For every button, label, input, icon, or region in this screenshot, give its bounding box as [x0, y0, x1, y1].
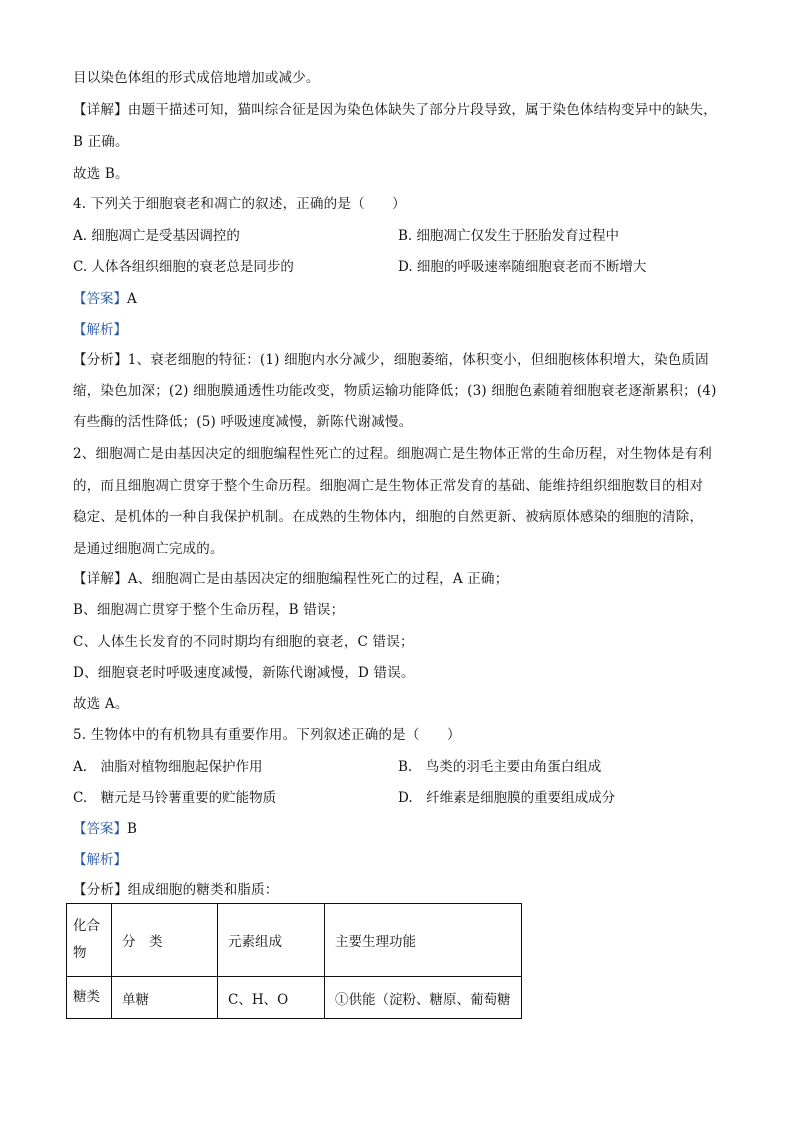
q4-fenxi-line: 是通过细胞凋亡完成的。 [73, 541, 224, 557]
text-line: 【详解】由题干描述可知，猫叫综合征是因为染色体缺失了部分片段导致，属于染色体结构变异中的缺失， [73, 102, 717, 118]
q4-fenxi-line: 稳定、是机体的一种自我保护机制。在成熟的生物体内，细胞的自然更新、被病原体感染的细胞的清除， [73, 509, 704, 525]
table-header-cell: 主要生理功能 [325, 904, 522, 977]
q5-analysis-label: 【解析】 [73, 852, 127, 868]
answer-value: A [127, 291, 137, 307]
text-line: 目以染色体组的形式成倍地增加或减少。 [73, 70, 320, 86]
q4-xiangjie-line: B、细胞凋亡贯穿于整个生命历程，B 错误； [73, 602, 345, 618]
q4-option-d: D. 细胞的呼吸速率随细胞衰老而不断增大 [398, 259, 647, 275]
table-row [67, 977, 522, 1019]
table-cell: 单糖 [112, 977, 218, 1019]
q5-option-b: B. 鸟类的羽毛主要由角蛋白组成 [398, 759, 602, 775]
q4-answer [73, 287, 137, 307]
table-header-cell: 分 类 [112, 904, 218, 977]
q4-xiangjie-line: 【详解】A、细胞凋亡是由基因决定的细胞编程性死亡的过程，A 正确； [73, 571, 509, 587]
q5-option-c: C. 糖元是马铃薯重要的贮能物质 [73, 790, 277, 806]
q5-option-a: A. 油脂对植物细胞起保护作用 [73, 759, 263, 775]
q4-fenxi-line: 有些酶的活性降低；(5) 呼吸速度减慢，新陈代谢减慢。 [73, 414, 413, 430]
table-header-row [67, 904, 522, 977]
q4-fenxi-line: 缩，染色加深；(2) 细胞膜通透性功能改变，物质运输功能降低；(3) 细胞色素随着细胞衰老逐渐累积；(4) [73, 383, 717, 399]
question-5-stem: 5. 生物体中的有机物具有重要作用。下列叙述正确的是（ ） [73, 727, 461, 743]
table-cell: ①供能（淀粉、糖原、葡萄糖 [325, 977, 522, 1019]
table-header-cell: 元素组成 [218, 904, 325, 977]
header-cell-text: 化合 [73, 918, 100, 934]
q4-option-c: C. 人体各组织细胞的衰老总是同步的 [73, 259, 294, 275]
q4-fenxi-line: 【分析】1、衰老细胞的特征：(1) 细胞内水分减少，细胞萎缩，体积变小，但细胞核体积增大，染色质固 [73, 352, 709, 368]
table-header-cell [67, 904, 112, 977]
header-cell-text: 物 [73, 945, 87, 961]
q4-fenxi-line: 2、细胞凋亡是由基因决定的细胞编程性死亡的过程。细胞凋亡是生物体正常的生命历程，对生物体是有利 [73, 446, 712, 462]
text-line: B 正确。 [73, 134, 129, 150]
table-cell: 糖类 [67, 977, 112, 1019]
answer-label: 【答案】 [73, 821, 127, 837]
q4-xiangjie-line: 故选 A。 [73, 696, 129, 712]
sugar-lipid-table [66, 903, 522, 1019]
q4-analysis-label: 【解析】 [73, 322, 127, 338]
q5-answer [73, 817, 137, 837]
question-4-stem: 4. 下列关于细胞衰老和凋亡的叙述，正确的是（ ） [73, 196, 406, 212]
q4-option-b: B. 细胞凋亡仅发生于胚胎发育过程中 [398, 228, 620, 244]
q4-xiangjie-line: C、人体生长发育的不同时期均有细胞的衰老，C 错误； [73, 634, 414, 650]
q5-fenxi-line: 【分析】组成细胞的糖类和脂质： [73, 882, 279, 898]
q4-xiangjie-line: D、细胞衰老时呼吸速度减慢，新陈代谢减慢，D 错误。 [73, 665, 415, 681]
answer-value: B [127, 821, 137, 837]
text-line: 故选 B。 [73, 166, 129, 182]
q5-option-d: D. 纤维素是细胞膜的重要组成成分 [398, 790, 616, 806]
q4-option-a: A. 细胞凋亡是受基因调控的 [73, 228, 240, 244]
q4-fenxi-line: 的，而且细胞凋亡贯穿于整个生命历程。细胞凋亡是生物体正常发育的基础、能维持组织细胞数目的相对 [73, 478, 704, 494]
answer-label: 【答案】 [73, 291, 127, 307]
table-cell: C、H、O [218, 977, 325, 1019]
